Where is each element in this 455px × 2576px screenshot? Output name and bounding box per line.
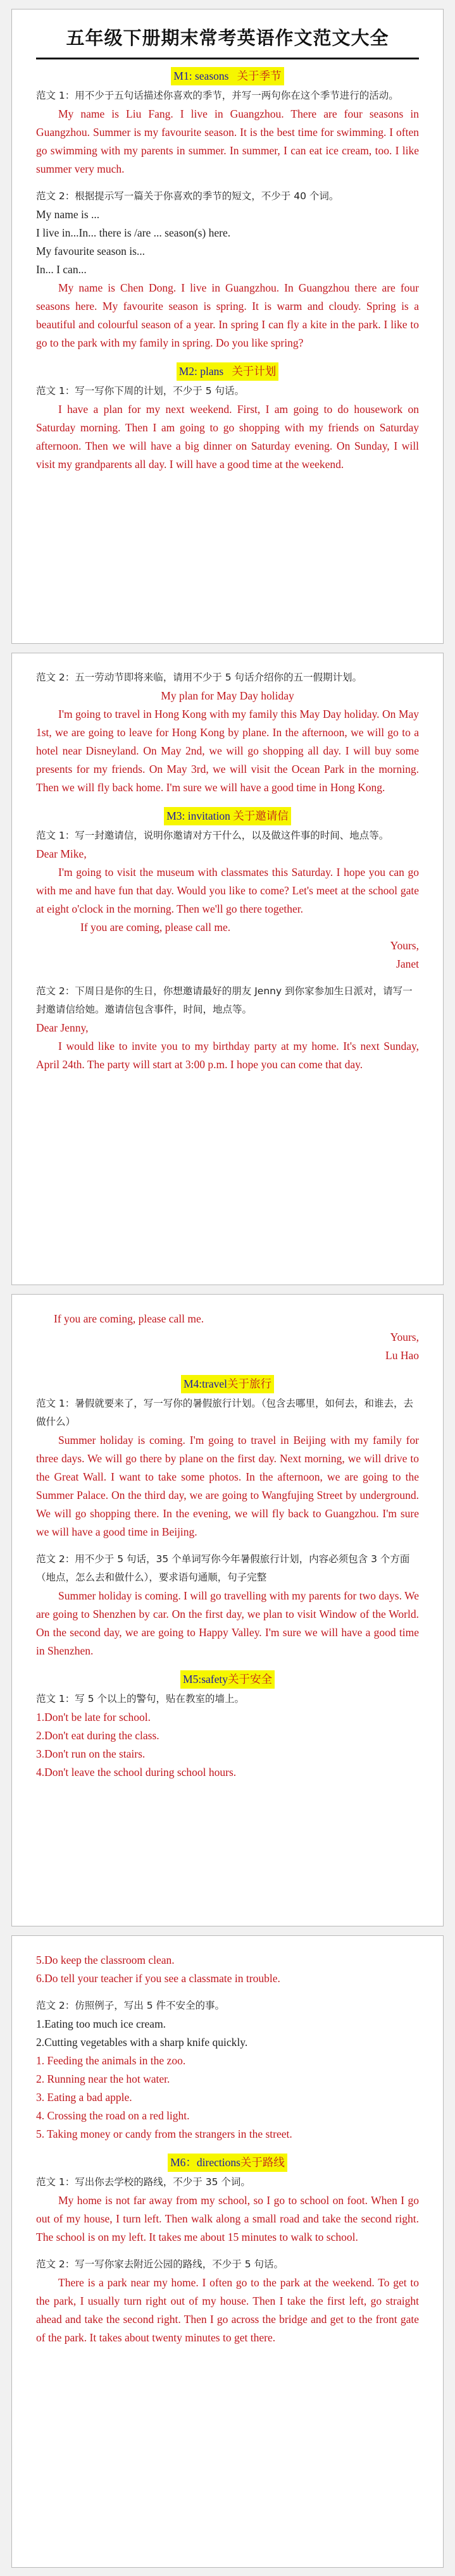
example-item: 1.Eating too much ice cream. <box>36 2018 166 2030</box>
highlighted-heading <box>181 1375 274 1393</box>
prompt-text: 范文 2：五一劳动节即将来临，请用不少于 5 句话介绍你的五一假期计划。 <box>36 672 363 683</box>
rule-item: 3.Don't run on the stairs. <box>36 1747 146 1760</box>
letter-signoff: Yours, <box>390 1331 419 1343</box>
essay-paragraph: There is a park near my home. I often go to the park at the weekend. To get to the park, I usually turn right out of my house. Then I take the first left, go straight ahead and take the second right. Then I go across the bridge and get to the front gate of the park. It takes about twenty minutes to get there. <box>36 2276 419 2344</box>
highlighted-heading <box>171 67 284 85</box>
essay-title: My plan for May Day holiday <box>161 689 294 702</box>
letter-closing: If you are coming, please call me. <box>54 1312 204 1325</box>
section-heading-m5 <box>36 1670 419 1689</box>
prompt-text: 范文 1：写出你去学校的路线，不少于 35 个词。 <box>36 2176 251 2188</box>
highlighted-heading <box>168 2154 287 2172</box>
rule-item: 5.Do keep the classroom clean. <box>36 1954 175 1966</box>
prompt-text: 范文 2：用不少于 5 句话，35 个单词写你今年暑假旅行计划，内容必须包含 3 个方面（地点，怎么去和做什么），要求语句通顺，句子完整 <box>36 1553 410 1583</box>
heading-en: M6：directions <box>170 2156 240 2169</box>
highlighted-heading <box>180 1670 275 1689</box>
rule-item: 6.Do tell your teacher if you see a classmate in trouble. <box>36 1972 280 1985</box>
section-heading-m6 <box>36 2154 419 2172</box>
heading-en: M3: invitation <box>166 810 230 822</box>
prompt-text: 范文 1：写一写你下周的计划，不少于 5 句话。 <box>36 385 245 397</box>
letter-salutation: Dear Jenny, <box>36 1021 89 1034</box>
rule-item: 2.Don't eat during the class. <box>36 1729 159 1742</box>
document-page-3 <box>11 1294 444 1926</box>
prompt-text: 范文 1：暑假就要来了，写一写你的暑假旅行计划。（包含去哪里，如何去，和谁去，去做什么） <box>36 1398 414 1427</box>
section-heading-m3 <box>36 807 419 825</box>
frame-line: I live in...In... there is /are ... season(s) here. <box>36 226 231 239</box>
unsafe-item: 3. Eating a bad apple. <box>36 2091 132 2104</box>
title-divider <box>36 58 419 59</box>
essay-paragraph: I would like to invite you to my birthday party at my home. It's next Sunday, April 24th. The party will start at 3:00 p.m. I hope you can come that day. <box>36 1040 419 1071</box>
letter-salutation: Dear Mike, <box>36 847 87 860</box>
unsafe-item: 5. Taking money or candy from the strangers in the street. <box>36 2128 292 2140</box>
highlighted-heading <box>177 362 279 381</box>
highlighted-heading <box>164 807 291 825</box>
prompt-text: 范文 2：仿照例子，写出 5 件不安全的事。 <box>36 2000 225 2011</box>
essay-paragraph: My name is Liu Fang. I live in Guangzhou. There are four seasons in Guangzhou. Summer is my favourite season. It is the best time for swimming. I often go swimming with my parents in summer. In summer, I can eat ice cream, too. I like summer very much. <box>36 108 419 175</box>
essay-paragraph: I'm going to travel in Hong Kong with my family this May Day holiday. On May 1st, we are going to leave for Hong Kong by plane. In the afternoon, we will go to a hotel near Disneyland. On May 2nd, we will go shopping all day. I will buy some presents for my friends. On May 3rd, we will visit the Ocean Park in the morning. Then we will fly back home. I'm sure we will have a good time in Hong Kong. <box>36 708 419 794</box>
letter-signoff: Yours, <box>390 939 419 952</box>
prompt-text: 范文 1：写一封邀请信，说明你邀请对方干什么，以及做这件事的时间、地点等。 <box>36 830 389 841</box>
example-item: 2.Cutting vegetables with a sharp knife quickly. <box>36 2036 248 2049</box>
essay-paragraph: I have a plan for my next weekend. First, I am going to do housework on Saturday morning. Then I am going to go shopping with my friends on Saturday afternoon. Then we will have a big dinner on Saturday evening. On Sunday, I will visit my grandparents all day. I will have a good time at the weekend. <box>36 403 419 471</box>
prompt-text: 范文 2：根据提示写一篇关于你喜欢的季节的短文，不少于 40 个词。 <box>36 190 339 202</box>
prompt-text: 范文 1：用不少于五句话描述你喜欢的季节，并写一两句你在这个季节进行的活动。 <box>36 90 399 101</box>
essay-paragraph: My name is Chen Dong. I live in Guangzhou. In Guangzhou there are four seasons here. My favourite season is spring. It is warm and cloudy. Spring is a beautiful and colourful season of a year. In spring I can fly a kite in the park. I like to go to the park with my family in spring. Do you like spring? <box>36 281 419 349</box>
section-heading-m1 <box>36 67 419 85</box>
heading-zh: 关于计划 <box>232 365 277 378</box>
frame-line: My name is ... <box>36 208 100 221</box>
document-page-4 <box>11 1935 444 2568</box>
heading-en: M5:safety <box>183 1673 228 1685</box>
document-page-2 <box>11 653 444 1285</box>
heading-zh: 关于安全 <box>227 1673 272 1685</box>
unsafe-item: 4. Crossing the road on a red light. <box>36 2109 190 2122</box>
frame-line: In... I can... <box>36 263 87 276</box>
prompt-text: 范文 2：下周日是你的生日，你想邀请最好的朋友 Jenny 到你家参加生日派对，请写一封邀请信给她。邀请信包含事件，时间，地点等。 <box>36 985 413 1015</box>
section-heading-m2 <box>36 362 419 381</box>
essay-paragraph: Summer holiday is coming. I will go travelling with my parents for two days. We are going to Shenzhen by car. On the first day, we plan to visit Window of the World. On the second day, we are going to Happy Valley. I'm sure we will have a good time in Shenzhen. <box>36 1589 419 1657</box>
letter-signer: Janet <box>396 958 419 970</box>
heading-zh: 关于邀请信 <box>233 810 289 822</box>
heading-zh: 关于旅行 <box>227 1377 271 1390</box>
rule-item: 1.Don't be late for school. <box>36 1711 151 1723</box>
section-heading-m4 <box>36 1375 419 1393</box>
unsafe-item: 1. Feeding the animals in the zoo. <box>36 2054 186 2067</box>
heading-en: M2: plans <box>178 365 224 378</box>
heading-zh: 关于季节 <box>237 70 282 82</box>
essay-paragraph: My home is not far away from my school, so I go to school on foot. When I go out of my house, I turn left. Then walk along a small road and take the second right. The school is on my left. It takes me about 15 minutes to walk to school. <box>36 2194 419 2243</box>
heading-en: M1: seasons <box>173 70 229 82</box>
rule-item: 4.Don't leave the school during school hours. <box>36 1766 237 1778</box>
prompt-text: 范文 1：写 5 个以上的警句，贴在教室的墙上。 <box>36 1693 245 1704</box>
letter-signer: Lu Hao <box>385 1349 419 1362</box>
frame-line: My favourite season is... <box>36 245 146 257</box>
heading-zh: 关于路线 <box>240 2156 285 2169</box>
heading-en: M4:travel <box>183 1377 227 1390</box>
document-title: 五年级下册期末常考英语作文范文大全 <box>66 27 389 49</box>
unsafe-item: 2. Running near the hot water. <box>36 2073 170 2085</box>
essay-paragraph: I'm going to visit the museum with classmates this Saturday. I hope you can go with me and have fun that day. Would you like to come? Let's meet at the school gate at eight o'clock in the morning. Then we'll go there together. <box>36 866 419 915</box>
document-page-1 <box>11 9 444 644</box>
essay-paragraph: Summer holiday is coming. I'm going to travel in Beijing with my family for three days. We will go there by plane on the first day. Next morning, we will drive to the Great Wall. I want to take some photos. In the afternoon, we are going to the Summer Palace. On the third day, we are going to Wangfujing Street by underground. We will go shopping there. In the evening, we will fly back to Guangzhou. I'm sure we will have a good time in Beijing. <box>36 1434 419 1538</box>
prompt-text: 范文 2：写一写你家去附近公园的路线，不少于 5 句话。 <box>36 2259 284 2270</box>
letter-closing: If you are coming, please call me. <box>80 921 231 934</box>
